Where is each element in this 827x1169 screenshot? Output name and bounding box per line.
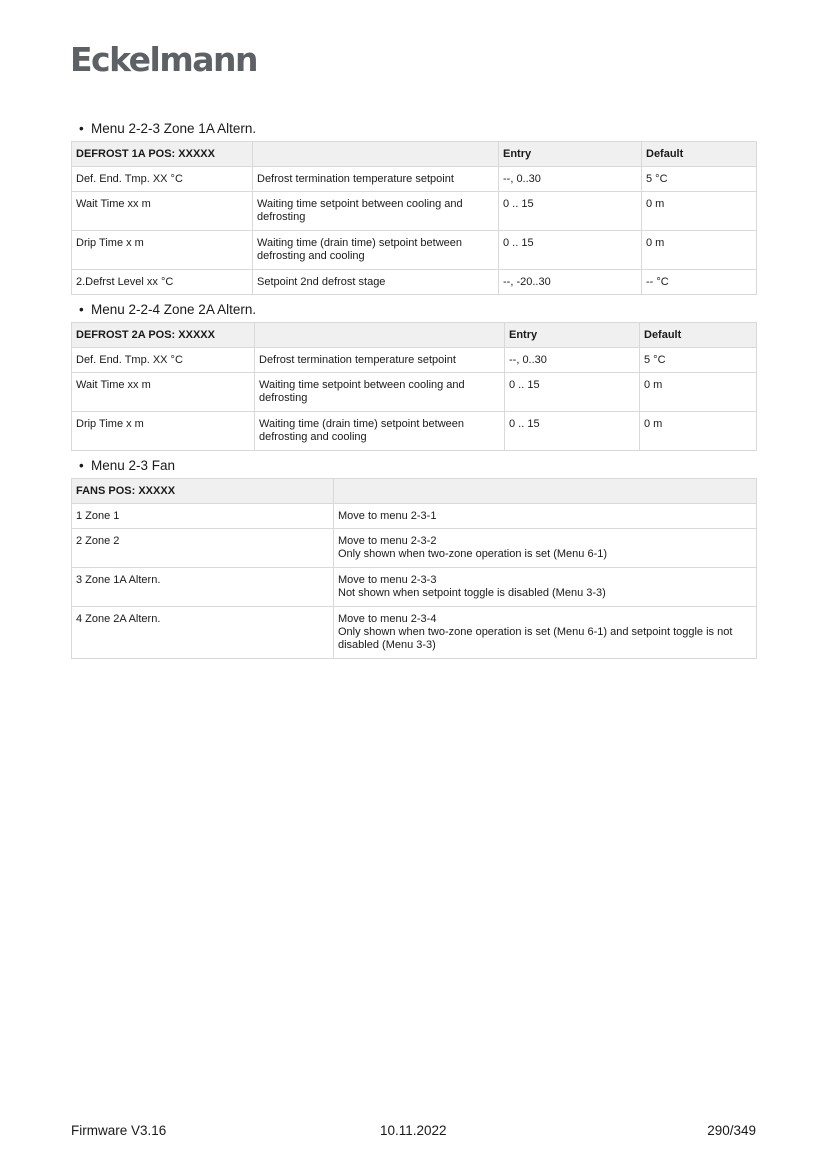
parameter-cell: 2.Defrst Level xx °C	[72, 270, 253, 295]
footer-page-number: 290/349	[707, 1123, 756, 1138]
table-row	[72, 348, 757, 373]
column-header: DEFROST 1A POS: XXXXX	[72, 142, 253, 167]
section-heading: • Menu 2-2-3 Zone 1A Altern.	[79, 121, 257, 136]
menu-item-cell: 4 Zone 2A Altern.	[72, 607, 334, 659]
description-cell: Setpoint 2nd defrost stage	[253, 270, 499, 295]
column-header	[334, 479, 757, 504]
description-cell: Move to menu 2-3-3 Not shown when setpoint toggle is disabled (Menu 3-3)	[334, 568, 757, 607]
description-cell: Waiting time (drain time) setpoint between defrosting and cooling	[253, 231, 499, 270]
footer-date: 10.11.2022	[380, 1123, 447, 1138]
parameter-cell: Def. End. Tmp. XX °C	[72, 167, 253, 192]
defrost-2a-table	[71, 322, 757, 451]
table-row	[72, 167, 757, 192]
table-row	[72, 270, 757, 295]
column-header: Entry	[499, 142, 642, 167]
table-row	[72, 529, 757, 568]
description-cell: Move to menu 2-3-2 Only shown when two-zone operation is set (Menu 6-1)	[334, 529, 757, 568]
footer-firmware: Firmware V3.16	[71, 1123, 167, 1138]
menu-item-cell: 3 Zone 1A Altern.	[72, 568, 334, 607]
entry-cell: 0 .. 15	[505, 373, 640, 412]
parameter-cell: Def. End. Tmp. XX °C	[72, 348, 255, 373]
parameter-cell: Wait Time xx m	[72, 192, 253, 231]
entry-cell: --, -20..30	[499, 270, 642, 295]
parameter-cell: Drip Time x m	[72, 231, 253, 270]
description-cell: Defrost termination temperature setpoint	[253, 167, 499, 192]
column-header: Default	[642, 142, 757, 167]
table-row	[72, 373, 757, 412]
entry-cell: 0 .. 15	[505, 412, 640, 451]
default-cell: 5 °C	[642, 167, 757, 192]
defrost-1a-table	[71, 141, 757, 295]
section-menu-2-3	[71, 458, 756, 659]
menu-item-cell: 2 Zone 2	[72, 529, 334, 568]
table-header-row	[72, 142, 757, 167]
default-cell: 0 m	[642, 192, 757, 231]
eckelmann-logo: Eckelmann	[70, 40, 257, 79]
entry-cell: 0 .. 15	[499, 192, 642, 231]
column-header: Default	[640, 323, 757, 348]
parameter-cell: Drip Time x m	[72, 412, 255, 451]
column-header: Entry	[505, 323, 640, 348]
section-heading: • Menu 2-2-4 Zone 2A Altern.	[79, 302, 257, 317]
default-cell: 0 m	[642, 231, 757, 270]
table-row	[72, 412, 757, 451]
description-cell: Move to menu 2-3-1	[334, 504, 757, 529]
table-header-row	[72, 323, 757, 348]
description-cell: Waiting time setpoint between cooling and defrosting	[253, 192, 499, 231]
column-header: DEFROST 2A POS: XXXXX	[72, 323, 255, 348]
table-row	[72, 231, 757, 270]
default-cell: 5 °C	[640, 348, 757, 373]
parameter-cell: Wait Time xx m	[72, 373, 255, 412]
column-header: FANS POS: XXXXX	[72, 479, 334, 504]
table-header-row	[72, 479, 757, 504]
section-menu-2-2-3	[71, 121, 756, 295]
bullet-icon: •	[79, 458, 84, 473]
bullet-icon: •	[79, 302, 84, 317]
default-cell: 0 m	[640, 373, 757, 412]
fans-table	[71, 478, 757, 659]
column-header	[255, 323, 505, 348]
bullet-icon: •	[79, 121, 84, 136]
description-cell: Defrost termination temperature setpoint	[255, 348, 505, 373]
default-cell: -- °C	[642, 270, 757, 295]
description-cell: Waiting time (drain time) setpoint between defrosting and cooling	[255, 412, 505, 451]
entry-cell: --, 0..30	[505, 348, 640, 373]
entry-cell: --, 0..30	[499, 167, 642, 192]
table-row	[72, 504, 757, 529]
table-row	[72, 607, 757, 659]
section-heading: • Menu 2-3 Fan	[79, 458, 176, 473]
table-row	[72, 192, 757, 231]
column-header	[253, 142, 499, 167]
table-row	[72, 568, 757, 607]
description-cell: Move to menu 2-3-4 Only shown when two-zone operation is set (Menu 6-1) and setpoint toggle is not disabled (Menu 3-3)	[334, 607, 757, 659]
section-menu-2-2-4	[71, 302, 756, 451]
entry-cell: 0 .. 15	[499, 231, 642, 270]
description-cell: Waiting time setpoint between cooling and defrosting	[255, 373, 505, 412]
default-cell: 0 m	[640, 412, 757, 451]
menu-item-cell: 1 Zone 1	[72, 504, 334, 529]
